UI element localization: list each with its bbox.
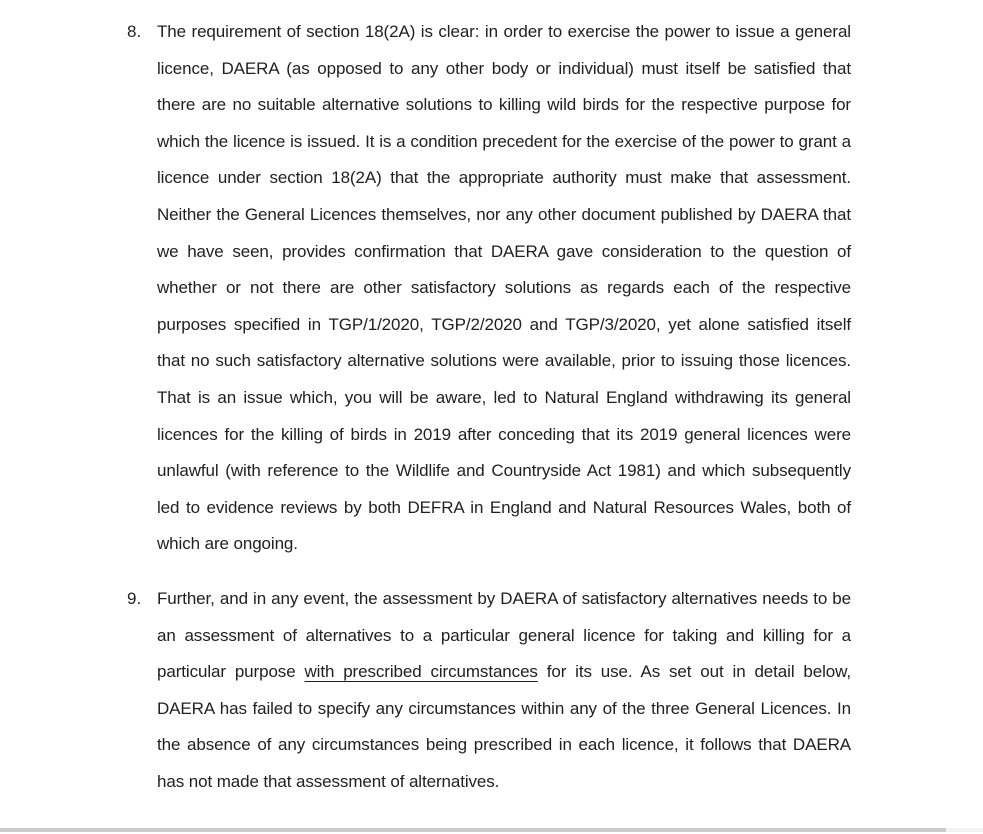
horizontal-scrollbar[interactable]	[0, 828, 983, 832]
paragraph-8: The requirement of section 18(2A) is clear: in order to exercise the power to issue a general licence, DAERA (as opposed to any other body or individual) must itself be satisfied that there are no suitable alternative solutions to killing wild birds for the respective purpose for which the licence is issued. It is a condition precedent for the exercise of the power to grant a licence under section 18(2A) that the appropriate authority must make that assessment. Neither the General Licences themselves, nor any other document published by DAERA that we have seen, provides confirmation that DAERA gave consideration to the question of whether or not there are other satisfactory solutions as regards each of the respective purposes specified in TGP/1/2020, TGP/2/2020 and TGP/3/2020, yet alone satisfied itself that no such satisfactory alternative solutions were available, prior to issuing those licences. That is an issue which, you will be aware, led to Natural England withdrawing its general licences for the killing of birds in 2019 after conceding that its 2019 general licences were unlawful (with reference to the Wildlife and Countryside Act 1981) and which subsequently led to evidence reviews by both DEFRA in England and Natural Resources Wales, both of which are ongoing.	[157, 22, 851, 554]
document-content	[127, 14, 851, 800]
underlined-phrase: with prescribed circumstances	[304, 662, 538, 682]
list-number-8: 8.	[127, 22, 142, 41]
list-item-8	[127, 14, 851, 563]
paragraph-9-segment-end: for its use. As set out in detail below, DAERA has failed to specify any circumstances within any of the three General Licences. In the absence of any circumstances being prescribed in each licence, it follows that DAERA has not made that assessment of alternatives.	[157, 662, 852, 791]
paragraph-9	[157, 581, 851, 801]
horizontal-scrollbar-thumb[interactable]	[0, 828, 946, 832]
paragraph-9-segment-start: Further, and in any event, the assessment by DAERA of satisfactory alternatives needs to be an assessment of alternatives to a particular general licence for taking and killing for a particular purpose	[157, 588, 851, 682]
list-number-9: 9.	[127, 588, 142, 608]
list-item-9	[127, 581, 851, 801]
